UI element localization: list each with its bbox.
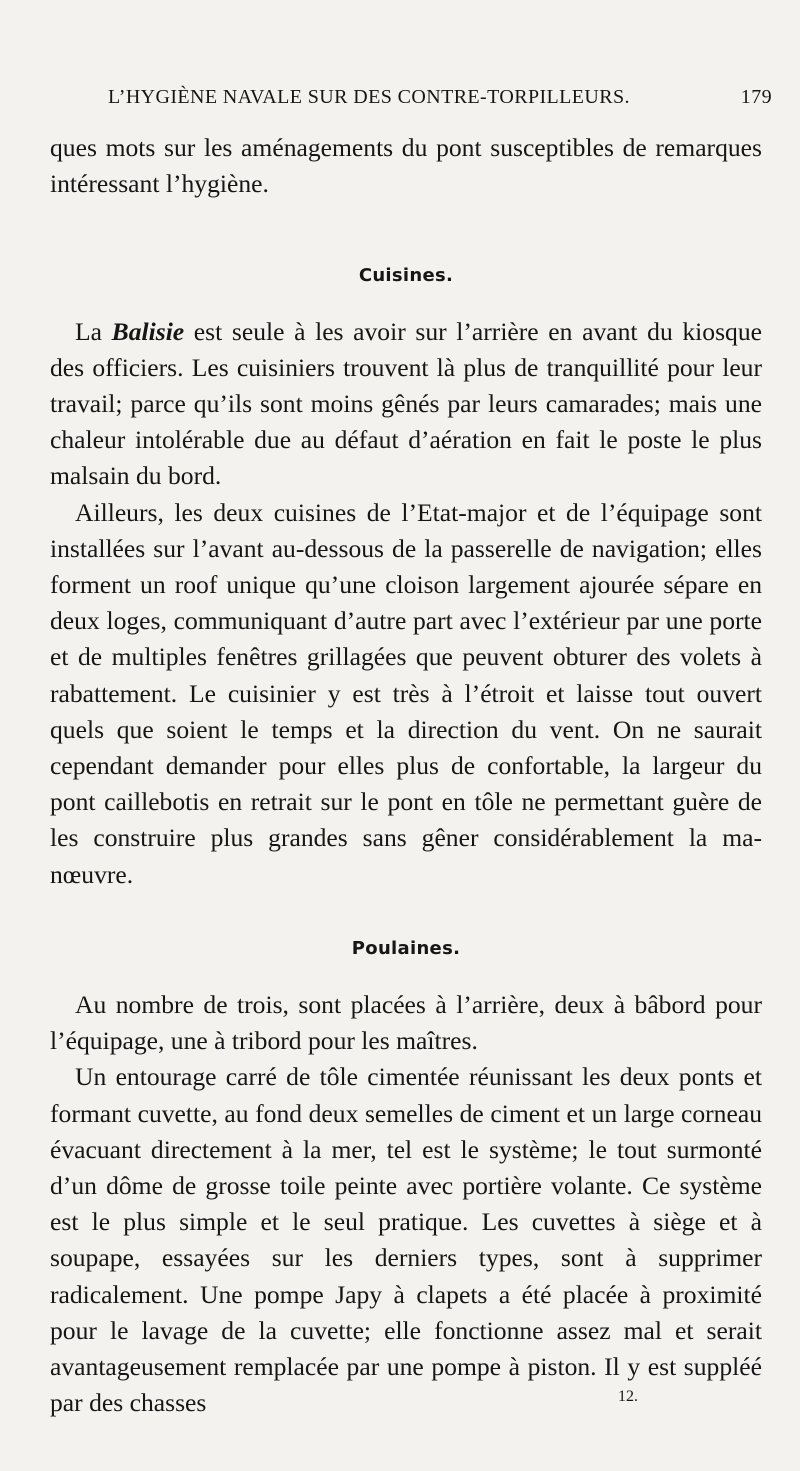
intro-paragraph: ques mots sur les aménagements du pont susceptibles de remarques intéressant l’hygiène. — [50, 133, 762, 199]
paragraph-text: est seule à les avoir sur l’arrière en avant du kiosque des officiers. Les cuisiniers trouvent là plus de tranquillité pour leur travail; parce qu’ils sont moins gênés par leurs camarades; mais une chaleur intolérable due au défaut d’aération en fait le poste le plus malsain du bord. — [50, 316, 762, 491]
paragraph: Un entourage carré de tôle cimentée réunissant les deux ponts et formant cuvette, au fond deux semelles de ciment et un large corneau évacuant directement à la mer, tel est le système; le tout surmonté d’un dôme de grosse toile peinte avec portière volante. Ce système est le plus simple et le seul pratique. Les cuvettes à siège et à soupape, essayées sur les derniers types, sont à supprimer radicalement. Une pompe Japy à clapets a été placée à proximité pour le lavage de la cuvette; elle fonctionne assez mal et serait avantageusement remplacée par une pompe à piston. Il y est suppléé par des chasses — [50, 1062, 762, 1418]
body-text — [50, 130, 762, 1422]
paragraph-text: La — [75, 316, 112, 346]
paragraph — [50, 314, 762, 495]
page-number: 179 — [740, 86, 772, 108]
signature-mark: 12. — [618, 1388, 638, 1405]
section-heading-cuisines: Cuisines. — [358, 265, 454, 287]
running-title: L’HYGIÈNE NAVALE SUR DES CONTRE-TORPILLEURS. — [108, 86, 630, 108]
paragraph: Au nombre de trois, sont placées à l’arrière, deux à bâbord pour l’équipage, une à tribord pour les maîtres. — [50, 990, 762, 1056]
section-heading-poulaines: Poulaines. — [351, 937, 461, 959]
paragraph: Ailleurs, les deux cuisines de l’Etat-major et de l’équipage sont installées sur l’avant au-dessous de la passerelle de navigation; elles forment un roof unique qu’une cloison largement ajourée sépare en deux loges, communiquant d’autre part avec l’extérieur par une porte et de multiples fenêtres grillagées que peuvent obturer des volets à rabattement. Le cuisinier y est très à l’étroit et laisse tout ouvert quels que soient le temps et la direction du vent. On ne saurait cependant demander pour elles plus de confortable, la largeur du pont caillebotis en retrait sur le pont en tôle ne permettant guère de les construire plus grandes sans gêner considérablement la manœuvre. — [50, 497, 762, 889]
running-header — [108, 86, 772, 109]
ship-name: Balisie — [111, 316, 185, 346]
